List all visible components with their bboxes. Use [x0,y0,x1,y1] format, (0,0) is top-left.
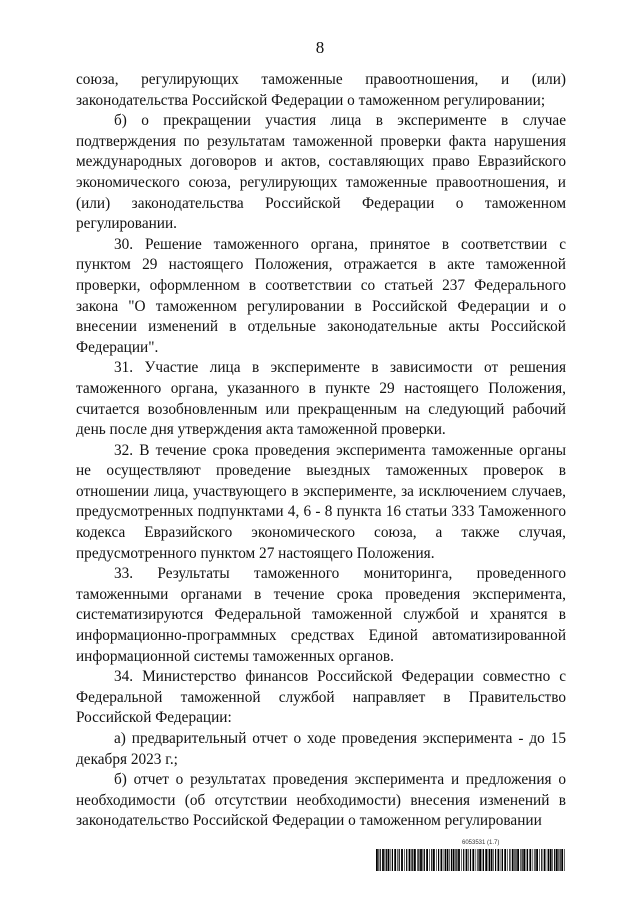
paragraph-9: б) отчет о результатах проведения эксперимента и предложения о необходимости (об отсутствии необходимости) внесения изменений в законодательство Российской Федерации о таможенном регулировании [76,771,566,830]
barcode-icon [376,849,566,871]
paragraph-5: 32. В течение срока проведения эксперимента таможенные органы не осуществляют проведение выездных таможенных проверок в отношении лица, участвующего в эксперименте, за исключением случаев, предусмотренных подпунктами 4, 6 - 8 пункта 16 статьи 333 Таможенного кодекса Евразийского экономического союза, а также случая, предусмотренного пунктом 27 настоящего Положения. [76,441,566,562]
paragraph-1: союза, регулирующих таможенные правоотношения, и (или) законодательства Российской Федерации о таможенном регулировании; [76,71,566,109]
paragraph-7: 34. Министерство финансов Российской Федерации совместно с Федеральной таможенной службой направляет в Правительство Российской Федерации: [76,668,566,727]
paragraph-4: 31. Участие лица в эксперименте в зависимости от решения таможенного органа, указанного в пункте 29 настоящего Положения, считается возобновленным или прекращенным на следующий рабочий день после дня утверждения акта таможенной проверки. [76,359,566,439]
paragraph-2: б) о прекращении участия лица в эксперименте в случае подтверждения по результатам таможенной проверки факта нарушения международных договоров и актов, составляющих право Евразийского экономического союза, регулирующих таможенные правоотношения, и (или) законодательства Российской Федерации о таможенном регулировании. [76,112,566,233]
paragraph-8: а) предварительный отчет о ходе проведения эксперимента - до 15 декабря 2023 г.; [76,730,566,768]
page-number: 8 [315,38,325,57]
document-code: 6053531 (1.7) [462,840,500,846]
paragraph-3: 30. Решение таможенного органа, принятое в соответствии с пунктом 29 настоящего Положения, отражается в акте таможенной проверки, оформленном в соответствии со статьей 237 Федерального закона "О таможенном регулировании в Российской Федерации и о внесении изменений в отдельные законодательные акты Российской Федерации". [76,235,566,356]
document-body [76,70,566,832]
paragraph-6: 33. Результаты таможенного мониторинга, проведенного таможенными органами в течение срока проведения эксперимента, систематизируются Федеральной таможенной службой и хранятся в информационно-программных средствах Единой автоматизированной информационной системы таможенных органов. [76,565,566,665]
